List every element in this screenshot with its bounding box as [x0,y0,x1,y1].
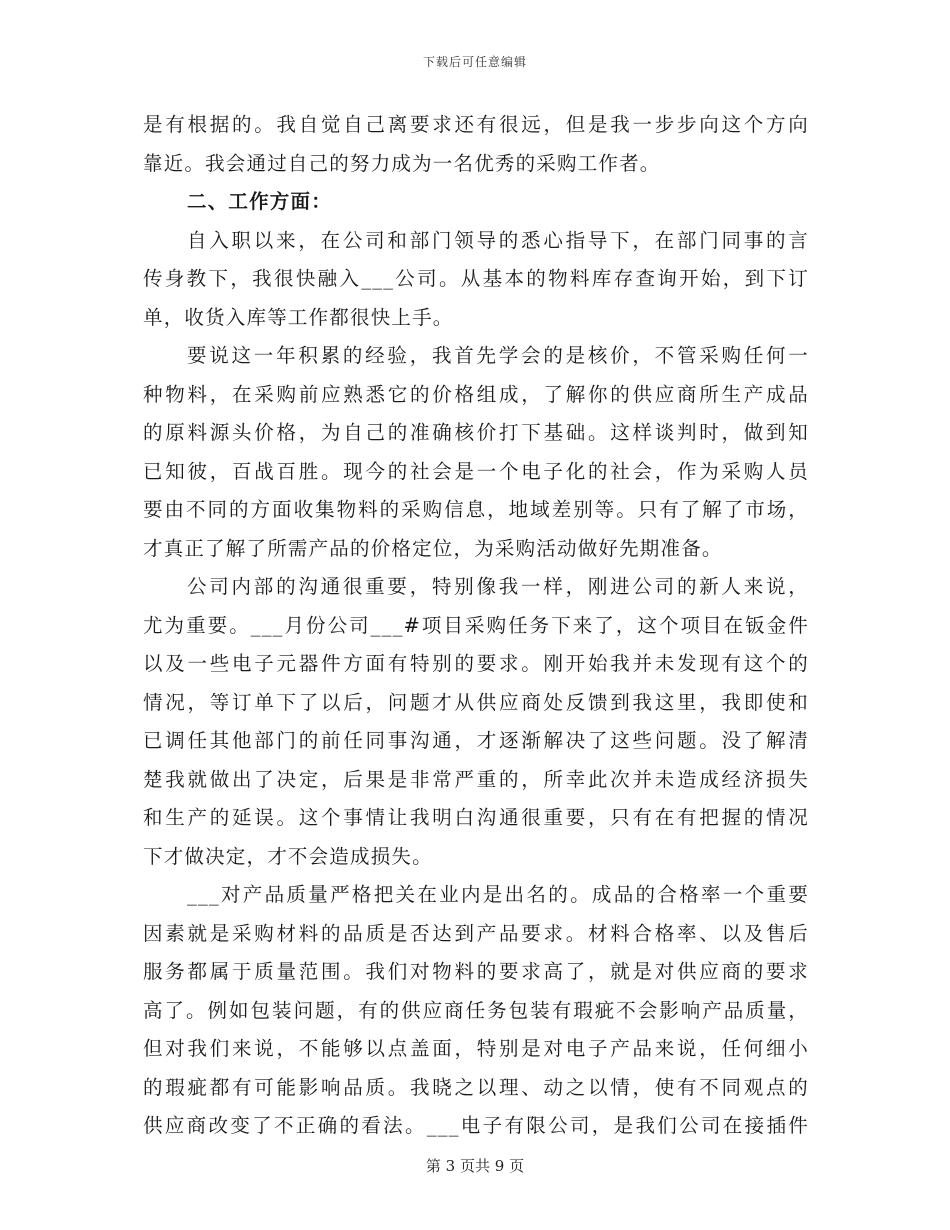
text-line: 但对我们来说，不能够以点盖面，特别是对电子产品来说，任何细小 [143,1037,809,1060]
text-line: ___对产品质量严格把关在业内是出名的。成品的合格率一个重要 [187,883,809,906]
text-line: 公司内部的沟通很重要，特别像我一样，刚进公司的新人来说， [187,575,809,598]
text-line: 以及一些电子元器件方面有特别的要求。刚开始我并未发现有这个的 [143,652,809,675]
text-line: 已知彼，百战百胜。现今的社会是一个电子化的社会，作为采购人员 [143,459,809,483]
text-line: 和生产的延误。这个事情让我明白沟通很重要，只有在有把握的情况 [143,806,809,829]
text-line: 单，收货入库等工作都很快上手。 [143,305,454,329]
text-line: 情况，等订单下了以后，问题才从供应商处反馈到我这里，我即使和 [143,690,809,714]
text-line: 传身教下，我很快融入___公司。从基本的物料库存查询开始，到下订 [143,267,809,290]
text-line: 的瑕疵都有可能影响品质。我晓之以理、动之以情，使有不同观点的 [143,1075,809,1099]
document-body [143,106,809,1146]
text-line: 下才做决定，才不会造成损失。 [143,844,433,868]
text-line: 高了。例如包装问题，有的供应商任务包装有瑕疵不会影响产品质量， [143,998,809,1022]
text-line: 尤为重要。___月份公司___#项目采购任务下来了，这个项目在钣金件 [143,613,809,637]
text-line: 种物料，在采购前应熟悉它的价格组成，了解你的供应商所生产成品 [143,382,809,406]
text-line: 是有根据的。我自觉自己离要求还有很远，但是我一步步向这个方向 [143,113,809,136]
text-line: 才真正了解了所需产品的价格定位，为采购活动做好先期准备。 [143,536,723,560]
text-line: 已调任其他部门的前任同事沟通，才逐渐解决了这些问题。没了解清 [143,729,809,752]
page-number-footer: 第 3 页共 9 页 [425,1157,525,1175]
text-line: 的原料源头价格，为自己的准确核价打下基础。这样谈判时，做到知 [143,421,809,444]
section-heading: 二、工作方面： [187,190,332,213]
text-line: 要说这一年积累的经验，我首先学会的是核价，不管采购任何一 [187,344,809,367]
text-line: 供应商改变了不正确的看法。___电子有限公司，是我们公司在接插件 [143,1114,809,1137]
text-line: 要由不同的方面收集物料的采购信息，地域差别等。只有了解了市场， [143,498,809,521]
text-line: 靠近。我会通过自己的努力成为一名优秀的采购工作者。 [143,151,661,175]
page-header-note: 下载后可任意编辑 [422,55,527,69]
text-line: 服务都属于质量范围。我们对物料的要求高了，就是对供应商的要求 [143,960,809,983]
text-line: 楚我就做出了决定，后果是非常严重的，所幸此次并未造成经济损失 [143,767,809,791]
text-line: 自入职以来，在公司和部门领导的悉心指导下，在部门同事的言 [187,228,809,252]
text-line: 因素就是采购材料的品质是否达到产品要求。材料合格率、以及售后 [143,921,809,945]
